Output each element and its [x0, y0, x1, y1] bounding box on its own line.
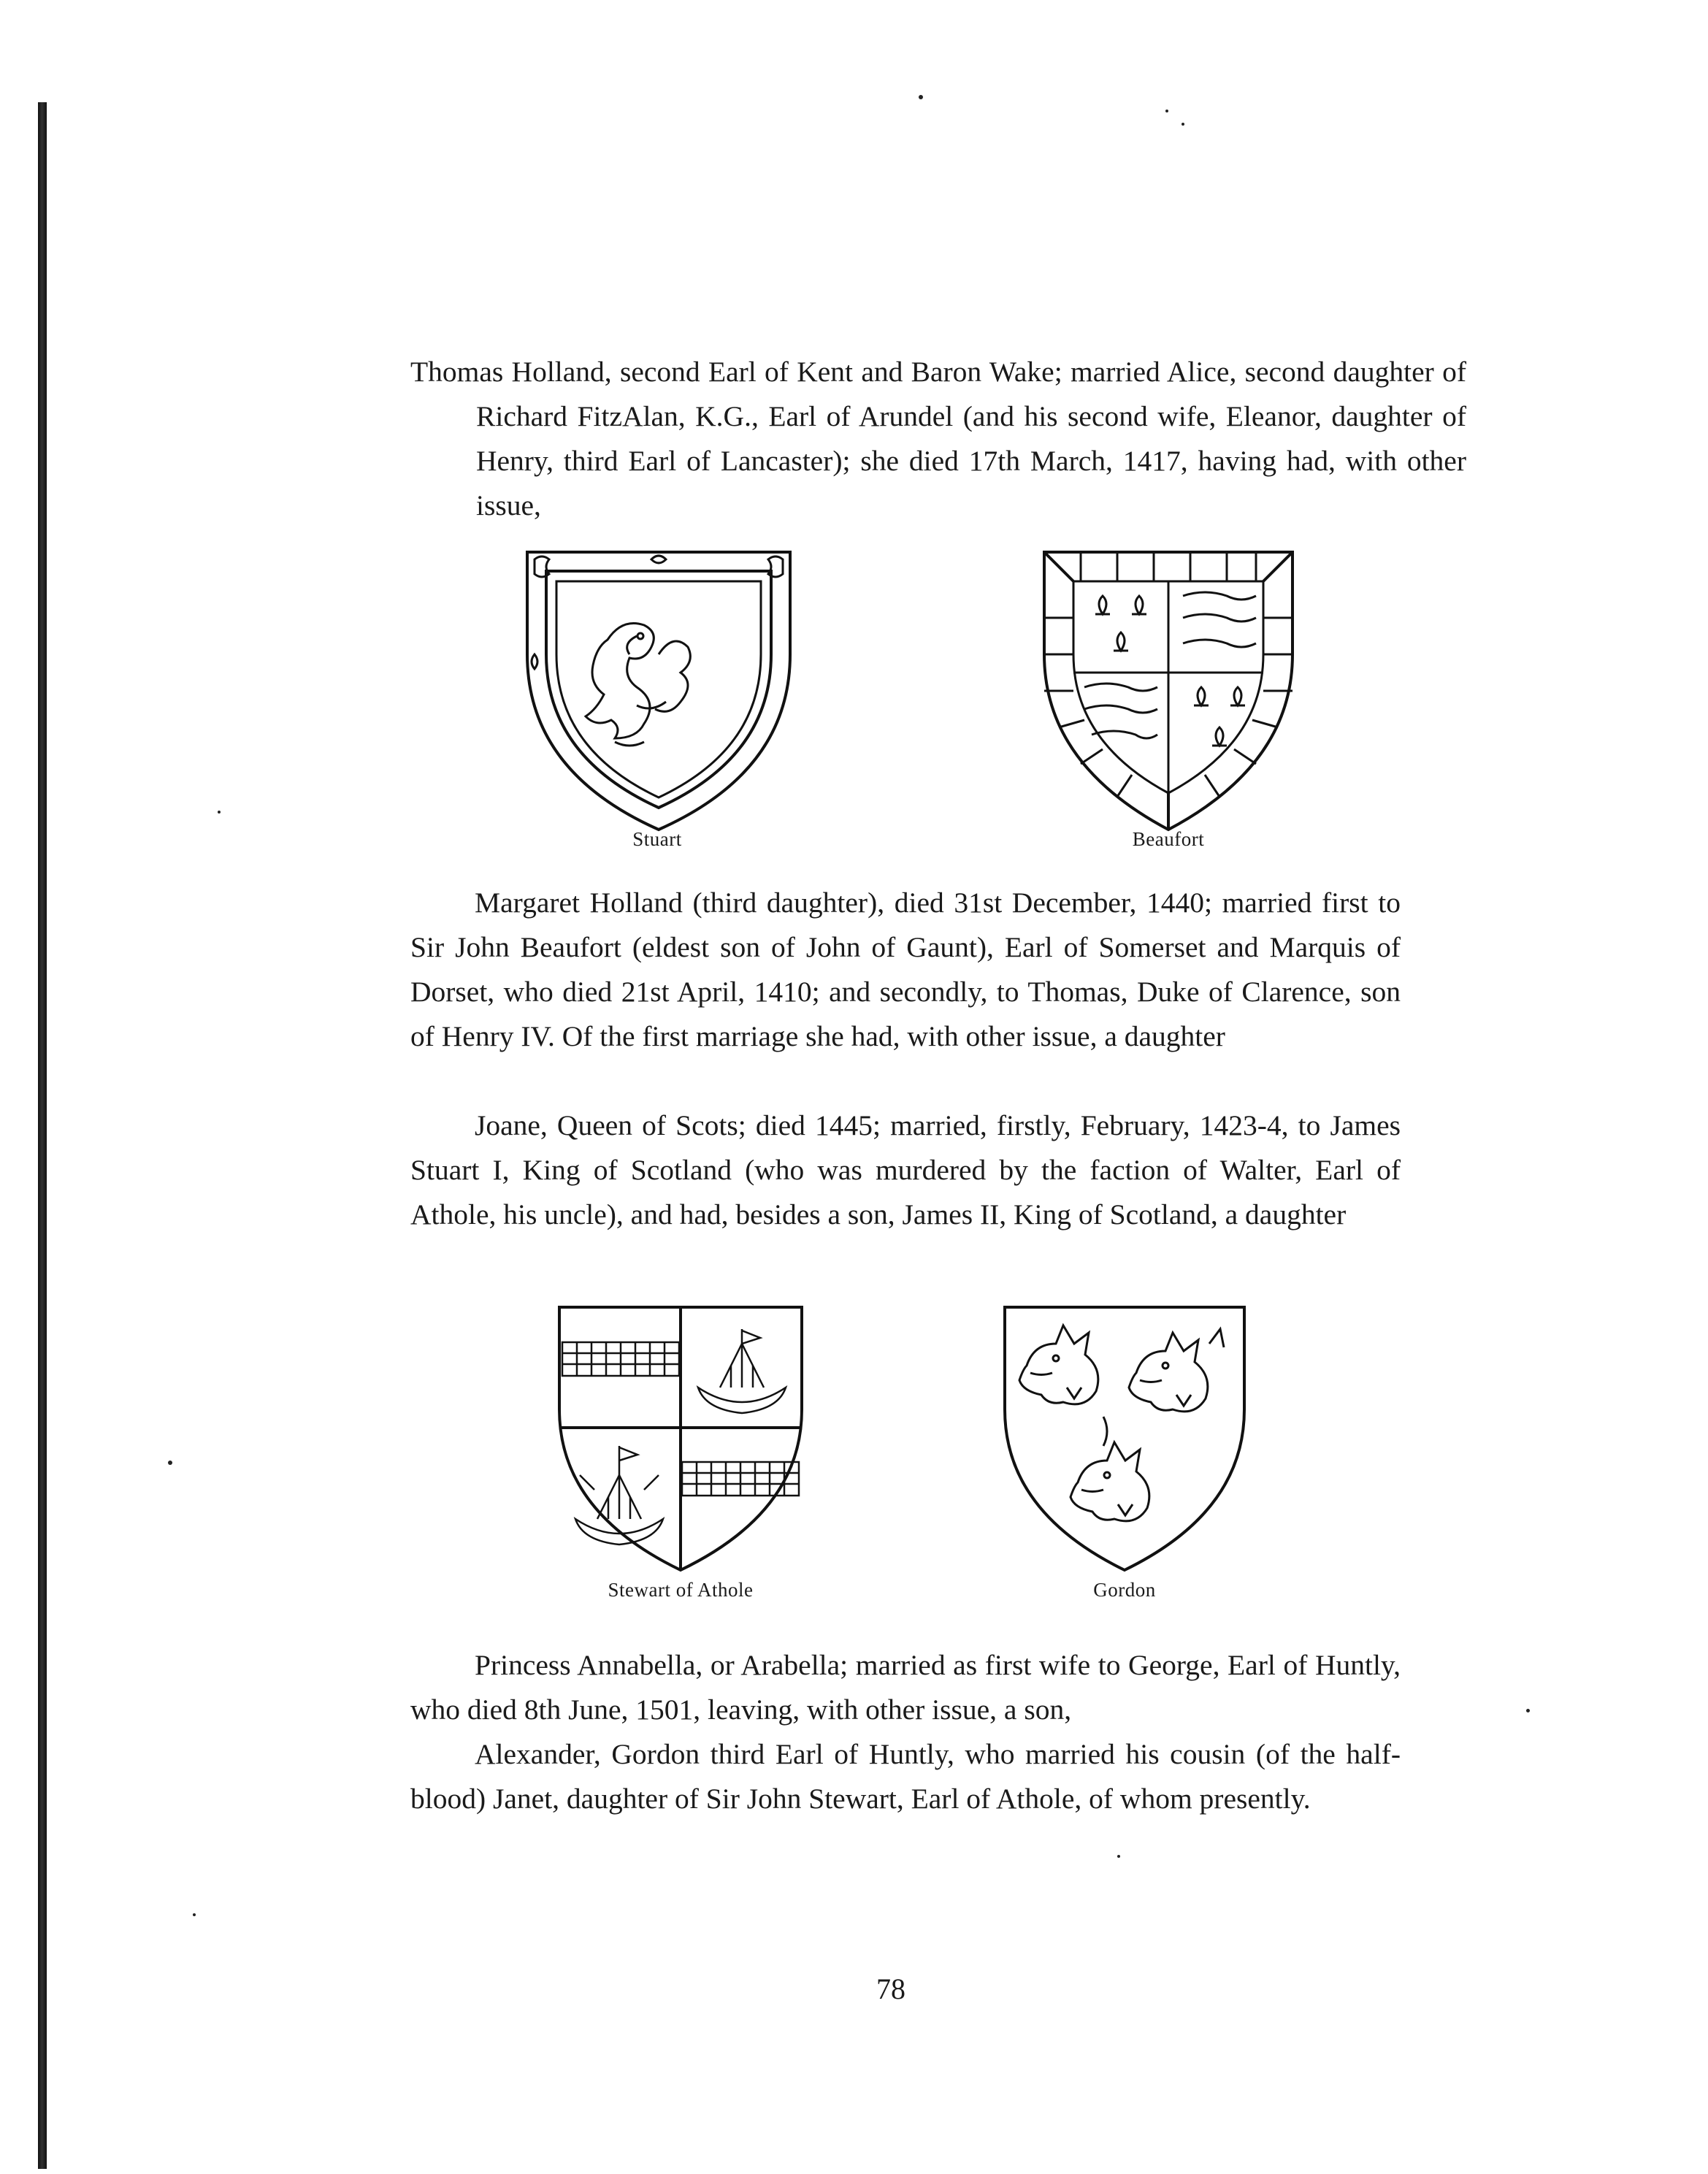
- gordon-caption: Gordon: [1093, 1579, 1156, 1601]
- print-speck: [218, 811, 221, 814]
- print-speck: [1182, 123, 1184, 126]
- paragraph-alexander-gordon: Alexander, Gordon third Earl of Huntly, who married his cousin (of the half-blood) Janet, daughter of Sir John Stewart, Earl of Athole, of whom presently.: [410, 1738, 1401, 1815]
- stewart-of-athole-shield: [552, 1300, 809, 1577]
- print-speck: [1165, 110, 1168, 112]
- gordon-shield: [997, 1300, 1252, 1577]
- print-speck: [168, 1461, 172, 1465]
- beaufort-shield: [1037, 545, 1300, 837]
- paragraph-thomas-holland: Thomas Holland, second Earl of Kent and Baron Wake; married Alice, second daughter of Richard FitzAlan, K.G., Earl of Arundel (and his second wife, Eleanor, daughter of Henry, third Earl of Lancaster); she died 17th March, 1417, having had, with other issue,: [410, 356, 1466, 521]
- beaufort-caption: Beaufort: [1132, 828, 1205, 850]
- stuart-shield: [520, 545, 797, 837]
- print-speck: [193, 1913, 196, 1916]
- paragraph-princess-annabella: Princess Annabella, or Arabella; married as first wife to George, Earl of Huntly, who died 8th June, 1501, leaving, with other issue, a son,: [410, 1649, 1401, 1726]
- print-speck: [919, 95, 923, 99]
- paragraph-margaret-holland: Margaret Holland (third daughter), died 31st December, 1440; married first to Sir John Beaufort (eldest son of John of Gaunt), Earl of Somerset and Marquis of Dorset, who died 21st April, 1410; and secondly, to Thomas, Duke of Clarence, son of Henry IV. Of the first marriage she had, with other issue, a daughter: [410, 887, 1401, 1052]
- print-speck: [1526, 1709, 1530, 1712]
- paragraph-joane-queen-of-scots: Joane, Queen of Scots; died 1445; married, firstly, February, 1423-4, to James Stuart I, King of Scotland (who was murdered by the faction of Walter, Earl of Athole, his uncle), and had, besides a son, James II, King of Scotland, a daughter: [410, 1109, 1401, 1230]
- stuart-caption: Stuart: [632, 828, 682, 850]
- page-binding-edge: [38, 102, 47, 2169]
- print-speck: [1117, 1855, 1120, 1858]
- stewart-of-athole-caption: Stewart of Athole: [608, 1579, 754, 1601]
- page-number: 78: [876, 1972, 905, 2005]
